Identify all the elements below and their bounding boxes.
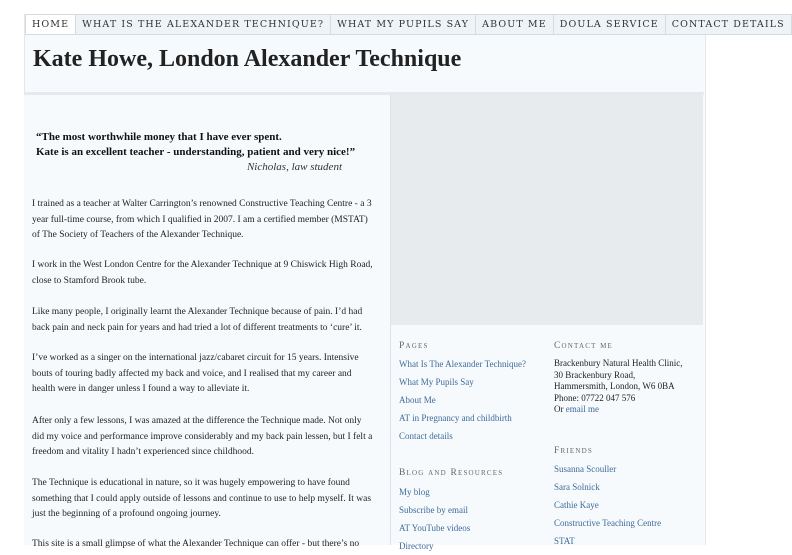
paragraph-amazed: After only a few lessons, I was amazed at the difference the Technique made. Not only did my voice and performance improve considerably and my back pain lessen, but I felt a freedom and vitality I hadn’t experienced since childhood. <box>32 416 373 457</box>
friends-heading: Friends <box>554 446 593 456</box>
pages-heading: Pages <box>399 341 429 351</box>
blog-link-subscribe[interactable]: Subscribe by email <box>399 505 468 515</box>
friends-link-stat[interactable]: STAT <box>554 536 575 546</box>
paragraph-location: I work in the West London Centre for the Alexander Technique at 9 Chiswick High Road, close to Stamford Brook tube. <box>32 260 373 286</box>
blog-list <box>399 483 470 555</box>
paragraph-pain: Like many people, I originally learnt the Alexander Technique because of pain. I’d had back pain and neck pain for years and had tried a lot of different treatments to ‘cure’ it. <box>32 307 363 333</box>
pages-link-about-me[interactable]: About Me <box>399 395 436 405</box>
nav-tab-pupils-say[interactable]: WHAT MY PUPILS SAY <box>331 15 476 34</box>
blog-link-directory[interactable]: Directory <box>399 541 434 551</box>
blog-link-my-blog[interactable]: My blog <box>399 487 430 497</box>
site-title[interactable]: Kate Howe, London Alexander Technique <box>33 46 462 72</box>
pages-link-what-is-at[interactable]: What Is The Alexander Technique? <box>399 359 526 369</box>
contact-line-city: Hammersmith, London, W6 0BA <box>554 381 675 391</box>
blog-link-youtube[interactable]: AT YouTube videos <box>399 523 471 533</box>
paragraph-glimpse: This site is a small glimpse of what the Alexander Technique can offer - but there’s no <box>32 539 360 549</box>
sidebar-image-placeholder <box>391 95 703 325</box>
contact-line-road: 30 Brackenbury Road, <box>554 369 636 380</box>
contact-heading: Contact me <box>554 341 614 351</box>
pages-link-pupils-say[interactable]: What My Pupils Say <box>399 377 474 387</box>
paragraph-training: I trained as a teacher at Walter Carrington’s renowned Constructive Teaching Centre - a 3 year full-time course, from which I qualified in 2007. I am a certified member (MSTAT) of The Society of Teachers of the Alexander Technique. <box>32 199 372 240</box>
quote-line-1: “The most worthwhile money that I have ever spent. <box>36 131 282 143</box>
friends-link-susanna[interactable]: Susanna Scouller <box>554 464 617 474</box>
nav-tab-about-me[interactable]: ABOUT ME <box>476 15 554 34</box>
blog-heading: Blog and Resources <box>399 468 504 478</box>
quote-citation: Nicholas, law student <box>246 161 342 173</box>
nav-tab-what-is-at[interactable]: WHAT IS THE ALEXANDER TECHNIQUE? <box>76 15 331 34</box>
contact-block <box>554 358 704 416</box>
quote-line-2: Kate is an excellent teacher - understanding, patient and very nice!” <box>36 146 356 158</box>
nav-tab-doula-service[interactable]: DOULA SERVICE <box>554 15 666 34</box>
nav-tab-contact-details[interactable]: CONTACT DETAILS <box>666 15 792 34</box>
testimonial-quote <box>36 130 366 175</box>
contact-line-phone: Phone: 07722 047 576 <box>554 392 636 403</box>
contact-line-clinic: Brackenbury Natural Health Clinic, <box>554 358 683 368</box>
top-navigation <box>25 14 792 35</box>
contact-email-line <box>554 404 704 416</box>
contact-or-text: Or <box>554 404 566 414</box>
friends-list <box>554 460 661 550</box>
pages-link-contact[interactable]: Contact details <box>399 431 453 441</box>
contact-email-link[interactable]: email me <box>565 404 599 414</box>
friends-link-ctc[interactable]: Constructive Teaching Centre <box>554 518 662 528</box>
paragraph-singer: I’ve worked as a singer on the international jazz/cabaret circuit for 15 years. Intensive bouts of touring badly affected my back and voice, and I realised that my career and health were in danger unless I found a way to alleviate it. <box>32 353 359 394</box>
pages-list <box>399 355 526 445</box>
pages-link-pregnancy[interactable]: AT in Pregnancy and childbirth <box>399 413 512 423</box>
paragraph-educational: The Technique is educational in nature, so it was hugely empowering to have found something that I could apply outside of lessons and continue to use to help myself. It was just the beginning of a profound ongoing journey. <box>32 478 372 519</box>
friends-link-cathie[interactable]: Cathie Kaye <box>554 500 599 510</box>
nav-tab-home[interactable]: HOME <box>26 15 76 34</box>
friends-link-sara[interactable]: Sara Solnick <box>554 482 600 492</box>
